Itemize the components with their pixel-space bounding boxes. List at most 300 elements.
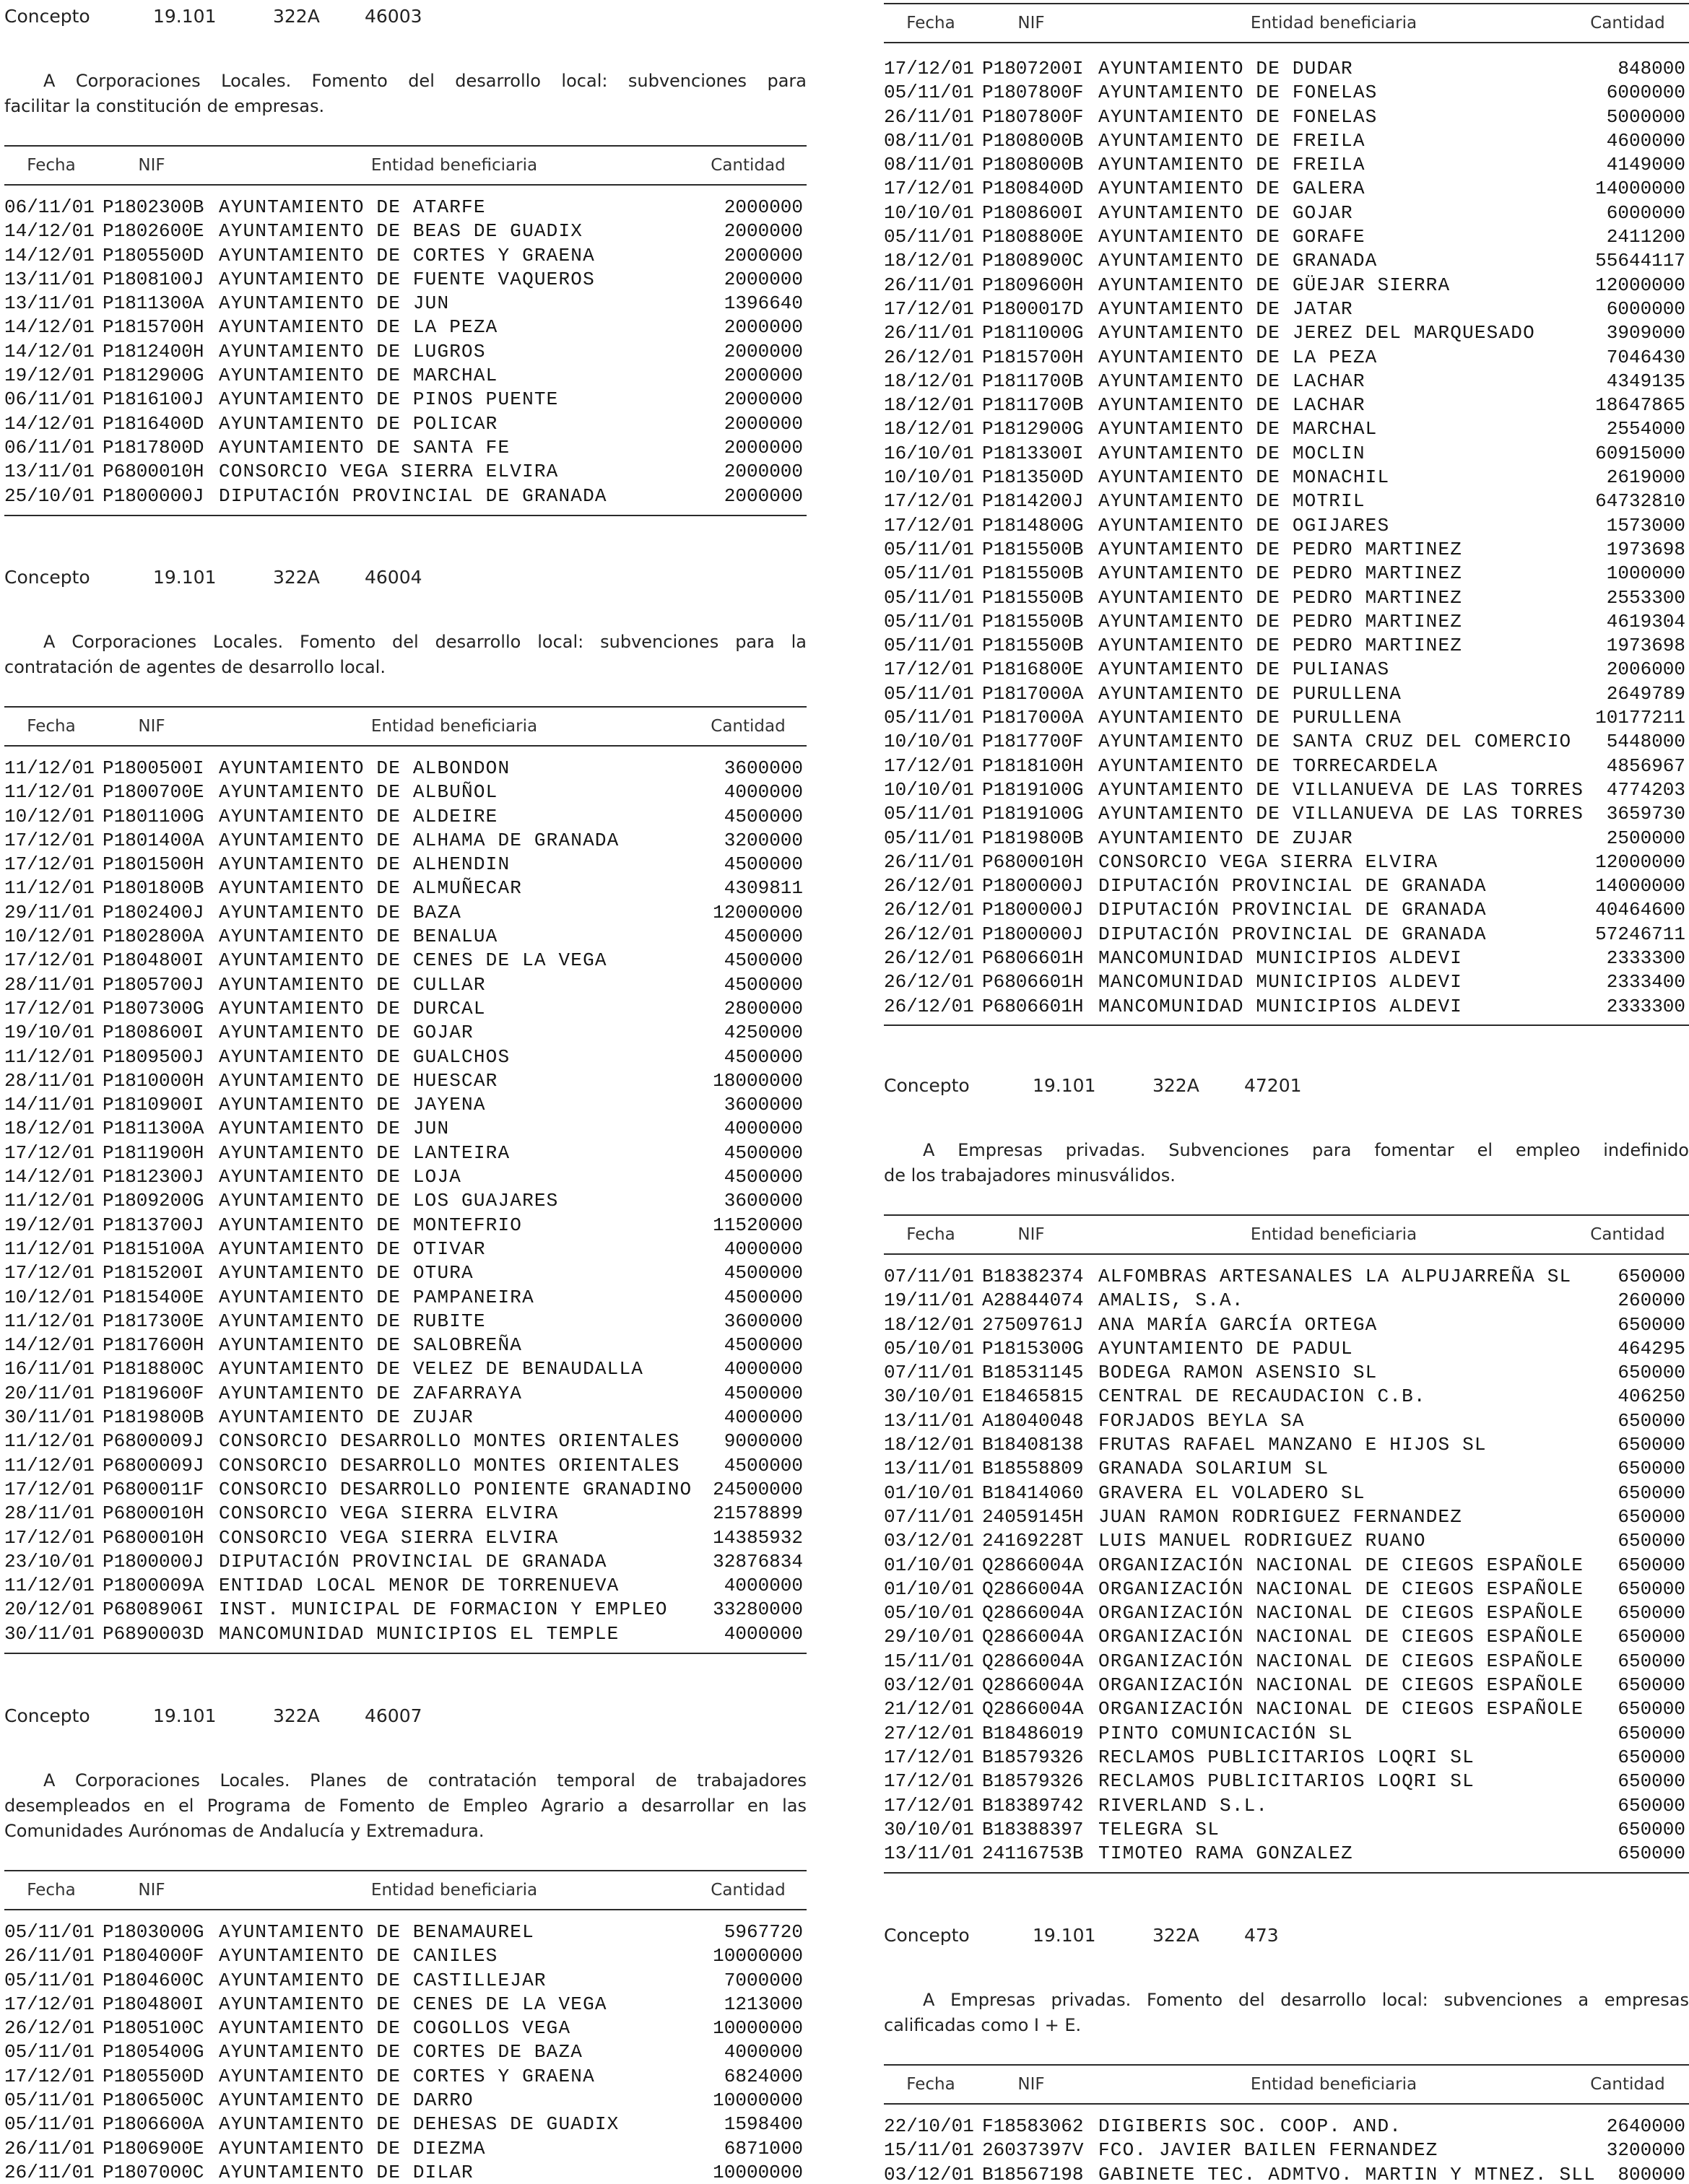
row-nif: P1805500D <box>103 244 204 266</box>
row-amount: 10000000 <box>713 2017 803 2040</box>
row-amount: 2649789 <box>1606 682 1685 705</box>
row-amount: 2000000 <box>724 365 803 387</box>
row-entity: ANA MARÍA GARCÍA ORTEGA <box>1098 1313 1378 1336</box>
column-header-nif: NIF <box>1017 2075 1045 2094</box>
row-nif: P1812900G <box>982 418 1084 440</box>
row-date: 11/12/01 <box>4 1575 95 1597</box>
row-entity: AYUNTAMIENTO DE PADUL <box>1098 1337 1353 1359</box>
table-row <box>4 1093 807 1117</box>
row-nif: A18040048 <box>982 1409 1084 1432</box>
table-row <box>884 1842 1689 1866</box>
row-nif: P1818800C <box>103 1358 204 1380</box>
row-date: 17/12/01 <box>4 1993 95 2015</box>
row-nif: P1813700J <box>103 1214 204 1236</box>
table-row <box>4 1430 807 1453</box>
concept-label: Concepto <box>4 6 90 27</box>
row-entity: ORGANIZACIÓN NACIONAL DE CIEGOS ESPAÑOLE <box>1098 1626 1584 1648</box>
table-body <box>4 186 807 515</box>
concept-program: 322A <box>273 567 320 588</box>
row-amount: 4500000 <box>724 1262 803 1284</box>
row-nif: P1800500I <box>103 757 204 779</box>
row-nif: Q2866004A <box>982 1650 1084 1672</box>
table-row <box>4 1286 807 1310</box>
table-row <box>884 201 1689 225</box>
row-entity: AYUNTAMIENTO DE FREILA <box>1098 129 1365 152</box>
row-amount: 2000000 <box>724 461 803 483</box>
row-date: 14/12/01 <box>4 220 95 243</box>
row-date: 25/10/01 <box>4 484 95 507</box>
row-amount: 650000 <box>1618 1674 1685 1697</box>
row-date: 19/12/01 <box>4 1214 95 1236</box>
row-date: 05/11/01 <box>4 2041 95 2063</box>
row-nif: P1801500H <box>103 853 204 876</box>
row-nif: P6800010H <box>982 850 1084 873</box>
table-row <box>884 442 1689 466</box>
row-date: 17/12/01 <box>884 754 974 777</box>
row-entity: AYUNTAMIENTO DE MOCLIN <box>1098 442 1365 464</box>
table-row <box>4 925 807 949</box>
row-amount: 7046430 <box>1606 346 1685 368</box>
concept-program: 322A <box>1152 1075 1199 1096</box>
table-body <box>4 747 807 1653</box>
row-amount: 9000000 <box>724 1430 803 1453</box>
row-nif: P1808600I <box>103 1022 204 1044</box>
row-entity: TIMOTEO RAMA GONZALEZ <box>1098 1843 1353 1865</box>
concept-number: 46003 <box>365 6 422 27</box>
row-date: 17/12/01 <box>4 949 95 972</box>
column-header-entidad: Entidad beneficiaria <box>370 717 538 736</box>
row-amount: 650000 <box>1618 1794 1685 1817</box>
row-entity: AYUNTAMIENTO DE CULLAR <box>219 973 486 996</box>
table-row <box>4 1237 807 1261</box>
row-entity: AYUNTAMIENTO DE DILAR <box>219 2161 474 2183</box>
row-amount: 2333400 <box>1606 971 1685 993</box>
concept-header <box>4 1704 807 1728</box>
table-row <box>884 1289 1689 1313</box>
table-row <box>4 876 807 900</box>
row-date: 26/11/01 <box>4 2161 95 2183</box>
row-entity: CONSORCIO VEGA SIERRA ELVIRA <box>219 1502 559 1525</box>
row-date: 01/10/01 <box>884 1554 974 1576</box>
row-date: 17/12/01 <box>884 1794 974 1817</box>
row-nif: P1819100G <box>982 803 1084 825</box>
row-date: 11/12/01 <box>4 877 95 900</box>
row-nif: P1807800F <box>982 82 1084 104</box>
row-date: 30/11/01 <box>4 1406 95 1429</box>
table-row <box>4 805 807 829</box>
description-line: A Empresas privadas. Subvenciones para fomentar el empleo indefinido <box>923 1140 1689 1160</box>
table-row <box>884 586 1689 610</box>
row-amount: 3659730 <box>1606 803 1685 825</box>
row-amount: 1973698 <box>1606 538 1685 560</box>
description-line: Comunidades Aurónomas de Andalucía y Extremadura. <box>4 1821 485 1841</box>
row-entity: AYUNTAMIENTO DE ALMUÑECAR <box>219 877 523 900</box>
row-date: 05/11/01 <box>884 803 974 825</box>
row-amount: 24500000 <box>713 1478 803 1500</box>
row-entity: AYUNTAMIENTO DE PEDRO MARTINEZ <box>1098 610 1463 632</box>
row-date: 18/12/01 <box>884 1313 974 1336</box>
row-amount: 1396640 <box>724 292 803 315</box>
row-amount: 650000 <box>1618 1698 1685 1720</box>
row-amount: 2553300 <box>1606 586 1685 609</box>
row-amount: 3600000 <box>724 1190 803 1212</box>
row-amount: 2640000 <box>1606 2115 1685 2137</box>
row-entity: AYUNTAMIENTO DE FONELAS <box>1098 82 1378 104</box>
table-row <box>884 706 1689 730</box>
concept-section-46007-continued <box>884 3 1689 1035</box>
table-row <box>4 1045 807 1069</box>
row-nif: P1806900E <box>103 2137 204 2159</box>
row-entity: AYUNTAMIENTO DE LA PEZA <box>1098 346 1378 368</box>
row-date: 30/10/01 <box>884 1818 974 1840</box>
row-entity: FCO. JAVIER BAILEN FERNANDEZ <box>1098 2139 1438 2162</box>
row-amount: 1000000 <box>1606 562 1685 585</box>
table-row <box>4 292 807 316</box>
row-amount: 1213000 <box>724 1993 803 2015</box>
row-entity: AYUNTAMIENTO DE ALBUÑOL <box>219 781 498 804</box>
row-nif: P1815400E <box>103 1286 204 1308</box>
row-date: 11/12/01 <box>4 757 95 779</box>
row-amount: 650000 <box>1618 1746 1685 1768</box>
row-entity: AYUNTAMIENTO DE ALHENDIN <box>219 853 511 876</box>
row-entity: AYUNTAMIENTO DE POLICAR <box>219 412 498 435</box>
row-date: 16/10/01 <box>884 442 974 464</box>
row-date: 19/12/01 <box>4 365 95 387</box>
row-nif: P1811000G <box>982 322 1084 344</box>
row-entity: AYUNTAMIENTO DE RUBITE <box>219 1310 486 1332</box>
row-nif: P6806601H <box>982 995 1084 1017</box>
row-entity: AYUNTAMIENTO DE ZUJAR <box>219 1406 474 1429</box>
row-nif: P1801100G <box>103 805 204 827</box>
table-row <box>884 923 1689 947</box>
row-entity: AYUNTAMIENTO DE LANTEIRA <box>219 1141 511 1164</box>
row-entity: AYUNTAMIENTO DE GALERA <box>1098 178 1365 200</box>
row-amount: 14000000 <box>1595 178 1685 200</box>
row-entity: AYUNTAMIENTO DE LA PEZA <box>219 316 498 339</box>
table-row <box>884 562 1689 586</box>
table-row <box>884 1770 1689 1793</box>
column-header-nif: NIF <box>1017 1225 1045 1244</box>
row-nif: B18414060 <box>982 1482 1084 1504</box>
table-row <box>884 346 1689 370</box>
row-date: 05/11/01 <box>884 682 974 705</box>
row-amount: 4500000 <box>724 805 803 827</box>
row-amount: 64732810 <box>1595 490 1685 513</box>
row-nif: P6800010H <box>103 461 204 483</box>
row-entity: ORGANIZACIÓN NACIONAL DE CIEGOS ESPAÑOLE <box>1098 1554 1584 1576</box>
row-date: 20/11/01 <box>4 1382 95 1404</box>
row-amount: 6000000 <box>1606 82 1685 104</box>
row-nif: P1800000J <box>103 1550 204 1572</box>
table-row <box>4 829 807 853</box>
row-nif: P1800000J <box>982 923 1084 945</box>
row-nif: P6808906I <box>103 1598 204 1621</box>
row-date: 26/12/01 <box>884 971 974 993</box>
row-entity: AYUNTAMIENTO DE ZAFARRAYA <box>219 1382 523 1404</box>
table-row <box>4 2137 807 2161</box>
concept-section-46003 <box>4 4 807 560</box>
row-date: 03/12/01 <box>884 1674 974 1697</box>
table-row <box>884 634 1689 658</box>
row-amount: 11520000 <box>713 1214 803 1236</box>
row-amount: 2000000 <box>724 412 803 435</box>
row-entity: AYUNTAMIENTO DE CORTES Y GRAENA <box>219 244 595 266</box>
row-entity: AMALIS, S.A. <box>1098 1289 1244 1312</box>
row-entity: GRAVERA EL VOLADERO SL <box>1098 1482 1365 1504</box>
table-body <box>884 1255 1689 1872</box>
table-row <box>884 417 1689 441</box>
row-nif: P1807300G <box>103 997 204 1019</box>
beneficiary-table <box>4 145 807 516</box>
row-date: 16/11/01 <box>4 1358 95 1380</box>
table-row <box>4 1920 807 1944</box>
row-entity: AYUNTAMIENTO DE FUENTE VAQUEROS <box>219 268 595 290</box>
concept-code: 19.101 <box>153 6 217 27</box>
row-nif: P1800009A <box>103 1575 204 1597</box>
row-nif: P1806500C <box>103 2089 204 2112</box>
row-amount: 18000000 <box>713 1069 803 1092</box>
row-amount: 464295 <box>1618 1337 1685 1359</box>
row-amount: 4500000 <box>724 1454 803 1476</box>
table-row <box>884 297 1689 321</box>
row-date: 03/12/01 <box>884 2163 974 2184</box>
row-date: 26/12/01 <box>884 875 974 897</box>
row-date: 11/12/01 <box>4 1190 95 1212</box>
table-row <box>884 1265 1689 1289</box>
row-date: 14/12/01 <box>4 244 95 266</box>
column-header-fecha: Fecha <box>906 14 955 32</box>
row-amount: 57246711 <box>1595 923 1685 945</box>
table-row <box>4 484 807 508</box>
row-amount: 10000000 <box>713 2161 803 2183</box>
row-date: 11/12/01 <box>4 1045 95 1068</box>
table-row <box>884 682 1689 706</box>
row-date: 05/10/01 <box>884 1602 974 1624</box>
row-date: 18/12/01 <box>884 1434 974 1456</box>
table-row <box>884 1361 1689 1385</box>
row-date: 29/10/01 <box>884 1626 974 1648</box>
row-amount: 4600000 <box>1606 129 1685 152</box>
row-nif: P1811300A <box>103 292 204 315</box>
row-entity: TELEGRA SL <box>1098 1818 1220 1840</box>
row-date: 18/12/01 <box>4 1118 95 1140</box>
row-entity: AYUNTAMIENTO DE MONTEFRIO <box>219 1214 523 1236</box>
row-entity: GRANADA SOLARIUM SL <box>1098 1458 1329 1480</box>
row-entity: AYUNTAMIENTO DE DURCAL <box>219 997 486 1019</box>
row-amount: 4000000 <box>724 2041 803 2063</box>
table-row <box>4 1598 807 1622</box>
row-nif: B18408138 <box>982 1434 1084 1456</box>
row-nif: 24116753B <box>982 1843 1084 1865</box>
row-date: 10/10/01 <box>884 731 974 753</box>
concept-label: Concepto <box>4 567 90 588</box>
row-entity: AYUNTAMIENTO DE LACHAR <box>1098 370 1365 392</box>
concept-header <box>884 1923 1689 1948</box>
row-nif: P1817000A <box>982 707 1084 729</box>
table-row <box>4 2065 807 2089</box>
table-row <box>4 460 807 484</box>
row-amount: 32876834 <box>713 1550 803 1572</box>
row-entity: AYUNTAMIENTO DE CORTES Y GRAENA <box>219 2065 595 2087</box>
table-row <box>4 1454 807 1478</box>
row-entity: AYUNTAMIENTO DE LUGROS <box>219 340 486 362</box>
row-nif: P1817800D <box>103 436 204 458</box>
row-amount: 4309811 <box>724 877 803 900</box>
row-amount: 1573000 <box>1606 514 1685 536</box>
row-entity: AYUNTAMIENTO DE GOJAR <box>219 1022 474 1044</box>
row-nif: P1813500D <box>982 466 1084 489</box>
row-nif: P6806601H <box>982 971 1084 993</box>
row-nif: P1808600I <box>982 201 1084 224</box>
row-nif: P1805700J <box>103 973 204 996</box>
row-entity: AYUNTAMIENTO DE SALOBREÑA <box>219 1334 523 1357</box>
concept-description <box>4 69 807 119</box>
table-row <box>884 514 1689 538</box>
row-date: 01/10/01 <box>884 1578 974 1600</box>
column-header-fecha: Fecha <box>906 2075 955 2094</box>
row-entity: AYUNTAMIENTO DE BAZA <box>219 901 462 923</box>
row-amount: 3909000 <box>1606 322 1685 344</box>
row-entity: AYUNTAMIENTO DE MARCHAL <box>1098 418 1378 440</box>
row-nif: P1815500B <box>982 538 1084 560</box>
row-amount: 4500000 <box>724 853 803 876</box>
row-date: 11/12/01 <box>4 1310 95 1332</box>
row-date: 17/12/01 <box>884 514 974 536</box>
row-nif: P1810900I <box>103 1094 204 1116</box>
row-date: 17/12/01 <box>4 853 95 876</box>
table-row <box>884 81 1689 105</box>
row-date: 05/10/01 <box>884 1337 974 1359</box>
row-date: 27/12/01 <box>884 1722 974 1744</box>
row-nif: B18486019 <box>982 1722 1084 1744</box>
table-row <box>884 2139 1689 2162</box>
concept-code: 19.101 <box>1033 1925 1096 1946</box>
row-entity: MANCOMUNIDAD MUNICIPIOS EL TEMPLE <box>219 1622 620 1645</box>
table-row <box>884 177 1689 201</box>
row-entity: AYUNTAMIENTO DE PEDRO MARTINEZ <box>1098 635 1463 657</box>
table-row <box>4 780 807 804</box>
table-body <box>884 43 1689 1024</box>
row-nif: P6800010H <box>103 1526 204 1549</box>
concept-section-47201 <box>884 1074 1689 1882</box>
row-date: 18/12/01 <box>884 250 974 272</box>
table-row <box>4 436 807 460</box>
row-amount: 4500000 <box>724 1334 803 1357</box>
row-entity: AYUNTAMIENTO DE JEREZ DEL MARQUESADO <box>1098 322 1535 344</box>
row-date: 07/11/01 <box>884 1362 974 1384</box>
row-date: 10/10/01 <box>884 201 974 224</box>
row-date: 05/11/01 <box>4 1921 95 1943</box>
table-row <box>4 1406 807 1430</box>
row-entity: DIPUTACIÓN PROVINCIAL DE GRANADA <box>219 484 607 507</box>
row-nif: E18465815 <box>982 1385 1084 1408</box>
row-nif: P1802800A <box>103 926 204 948</box>
concept-program: 322A <box>273 1705 320 1726</box>
column-header-fecha: Fecha <box>27 156 76 175</box>
row-nif: P1818100H <box>982 754 1084 777</box>
row-amount: 800000 <box>1618 2163 1685 2184</box>
row-date: 22/10/01 <box>884 2115 974 2137</box>
row-date: 28/11/01 <box>4 1502 95 1525</box>
row-entity: AYUNTAMIENTO DE GORAFE <box>1098 226 1365 248</box>
row-entity: AYUNTAMIENTO DE DARRO <box>219 2089 474 2112</box>
table-row <box>884 153 1689 177</box>
table-row <box>884 274 1689 297</box>
row-entity: AYUNTAMIENTO DE MONACHIL <box>1098 466 1390 489</box>
row-nif: P1819600F <box>103 1382 204 1404</box>
row-amount: 4774203 <box>1606 778 1685 801</box>
row-date: 17/12/01 <box>4 1141 95 1164</box>
row-date: 10/12/01 <box>4 805 95 827</box>
table-row <box>884 2163 1689 2184</box>
table-row <box>884 1337 1689 1361</box>
column-header-nif: NIF <box>1017 14 1045 32</box>
row-date: 05/11/01 <box>4 1969 95 1991</box>
row-entity: DIPUTACIÓN PROVINCIAL DE GRANADA <box>1098 899 1487 921</box>
row-nif: P6800009J <box>103 1454 204 1476</box>
row-nif: Q2866004A <box>982 1698 1084 1720</box>
table-row <box>884 898 1689 922</box>
table-row <box>884 129 1689 153</box>
row-date: 05/11/01 <box>884 538 974 560</box>
row-date: 03/12/01 <box>884 1530 974 1552</box>
row-nif: P1809600H <box>982 274 1084 296</box>
row-date: 10/10/01 <box>884 466 974 489</box>
row-amount: 60915000 <box>1595 442 1685 464</box>
row-amount: 4500000 <box>724 1045 803 1068</box>
row-date: 14/12/01 <box>4 1334 95 1357</box>
concept-section-46007 <box>4 1704 807 2184</box>
column-header-cantidad: Cantidad <box>711 156 786 175</box>
row-amount: 4000000 <box>724 1406 803 1429</box>
table-row <box>4 196 807 219</box>
row-amount: 2000000 <box>724 340 803 362</box>
table-row <box>884 1697 1689 1721</box>
row-entity: AYUNTAMIENTO DE HUESCAR <box>219 1069 498 1092</box>
table-row <box>884 490 1689 513</box>
beneficiary-table <box>4 1870 807 2184</box>
row-date: 26/12/01 <box>4 2017 95 2040</box>
row-amount: 1973698 <box>1606 635 1685 657</box>
row-nif: P1808000B <box>982 129 1084 152</box>
row-nif: Q2866004A <box>982 1554 1084 1576</box>
row-nif: 24169228T <box>982 1530 1084 1552</box>
row-nif: B18579326 <box>982 1770 1084 1793</box>
row-entity: LUIS MANUEL RODRIGUEZ RUANO <box>1098 1530 1426 1552</box>
row-nif: 24059145H <box>982 1505 1084 1528</box>
row-entity: CONSORCIO VEGA SIERRA ELVIRA <box>219 1526 559 1549</box>
row-nif: P1819800B <box>103 1406 204 1429</box>
row-entity: DIPUTACIÓN PROVINCIAL DE GRANADA <box>1098 923 1487 945</box>
row-nif: P1801400A <box>103 829 204 851</box>
row-entity: CONSORCIO VEGA SIERRA ELVIRA <box>1098 850 1438 873</box>
table-row <box>4 2016 807 2040</box>
concept-header <box>4 4 807 29</box>
row-entity: AYUNTAMIENTO DE GOJAR <box>1098 201 1353 224</box>
table-row <box>884 754 1689 778</box>
row-date: 13/11/01 <box>884 1409 974 1432</box>
table-row <box>884 466 1689 490</box>
row-nif: P1802300B <box>103 196 204 218</box>
row-entity: AYUNTAMIENTO DE PAMPANEIRA <box>219 1286 534 1308</box>
row-entity: AYUNTAMIENTO DE CENES DE LA VEGA <box>219 949 607 972</box>
row-amount: 14000000 <box>1595 875 1685 897</box>
concept-label: Concepto <box>4 1705 90 1726</box>
row-date: 11/12/01 <box>4 1237 95 1260</box>
row-date: 15/11/01 <box>884 1650 974 1672</box>
row-date: 26/11/01 <box>884 105 974 128</box>
row-amount: 10177211 <box>1595 707 1685 729</box>
